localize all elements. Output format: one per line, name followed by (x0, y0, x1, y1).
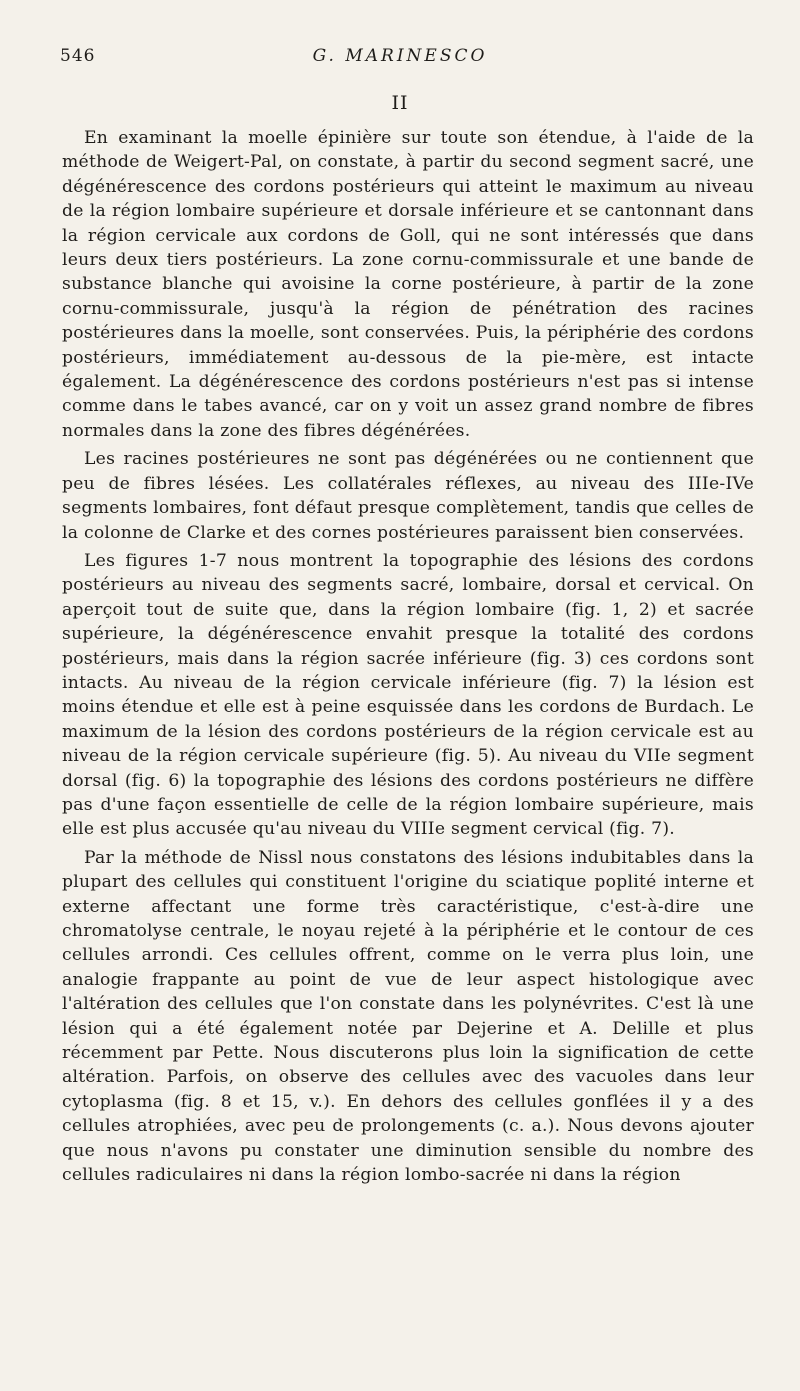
author-running-head: G. MARINESCO (312, 46, 488, 66)
body-text (62, 126, 754, 1187)
running-head (60, 46, 740, 70)
paragraph: En examinant la moelle épinière sur toute son étendue, à l'aide de la méthode de Weigert-Pal, on constate, à partir du second segment sacré, une dégénérescence des cordons postérieurs qui atteint le maximum au niveau de la région lombaire supérieure et dorsale inférieure et se cantonnant dans la région cervicale aux cordons de Goll, qui ne sont intéressés que dans leurs deux tiers postérieurs. La zone cornu-commissurale et une bande de substance blanche qui avoisine la corne postérieure, à partir de la zone cornu-commissurale, jusqu'à la région de pénétration des racines postérieures dans la moelle, sont conservées. Puis, la périphérie des cordons postérieurs, immédiatement au-dessous de la pie-mère, est intacte également. La dégénérescence des cordons postérieurs n'est pas si intense comme dans le tabes avancé, car on y voit un assez grand nombre de fibres normales dans la zone des fibres dégénérées. (62, 128, 754, 441)
paragraph: Les figures 1-7 nous montrent la topographie des lésions des cordons postérieurs au niveau des segments sacré, lombaire, dorsal et cervical. On aperçoit tout de suite que, dans la région lombaire (fig. 1, 2) et sacrée supérieure, la dégénérescence envahit presque la totalité des cordons postérieurs, mais dans la région sacrée inférieure (fig. 3) ces cordons sont intacts. Au niveau de la région cervicale inférieure (fig. 7) la lésion est moins étendue et elle est à peine esquissée dans les cordons de Burdach. Le maximum de la lésion des cordons postérieurs de la région cervicale est au niveau de la région cervicale supérieure (fig. 5). Au niveau du VIIe segment dorsal (fig. 6) la topographie des lésions des cordons postérieurs ne diffère pas d'une façon essentielle de celle de la région lombaire supérieure, mais elle est plus accusée qu'au niveau du VIIIe segment cervical (fig. 7). (62, 550, 754, 840)
paragraph: Par la méthode de Nissl nous constatons des lésions indubitables dans la plupart des cellules qui constituent l'origine du sciatique poplité interne et externe affectant une forme très caractéristique, c'est-à-dire une chromatolyse centrale, le noyau rejeté à la périphérie et le contour de ces cellules arrondi. Ces cellules offrent, comme on le verra plus loin, une analogie frappante au point de vue de leur aspect histologique avec l'altération des cellules que l'on constate dans les polynévrites. C'est là une lésion qui a été également notée par Dejerine et A. Delille et plus récemment par Pette. Nous discuterons plus loin la signification de cette altération. Parfois, on observe des cellules avec des vacuoles dans leur cytoplasma (fig. 8 et 15, v.). En dehors des cellules gonflées il y a des cellules atrophiées, avec peu de prolongements (c. a.). Nous devons ajouter que nous n'avons pu constater une diminution sensible du nombre des cellules radiculaires ni dans la région lombo-sacrée ni dans la région (62, 847, 754, 1186)
page-number: 546 (60, 46, 96, 66)
section-heading: II (391, 92, 409, 114)
paragraph: Les racines postérieures ne sont pas dégénérées ou ne contiennent que peu de fibres lésées. Les collatérales réflexes, au niveau des IIIe-IVe segments lombaires, font défaut presque complètement, tandis que celles de la colonne de Clarke et des cornes postérieures paraissent bien conservées. (62, 449, 754, 543)
